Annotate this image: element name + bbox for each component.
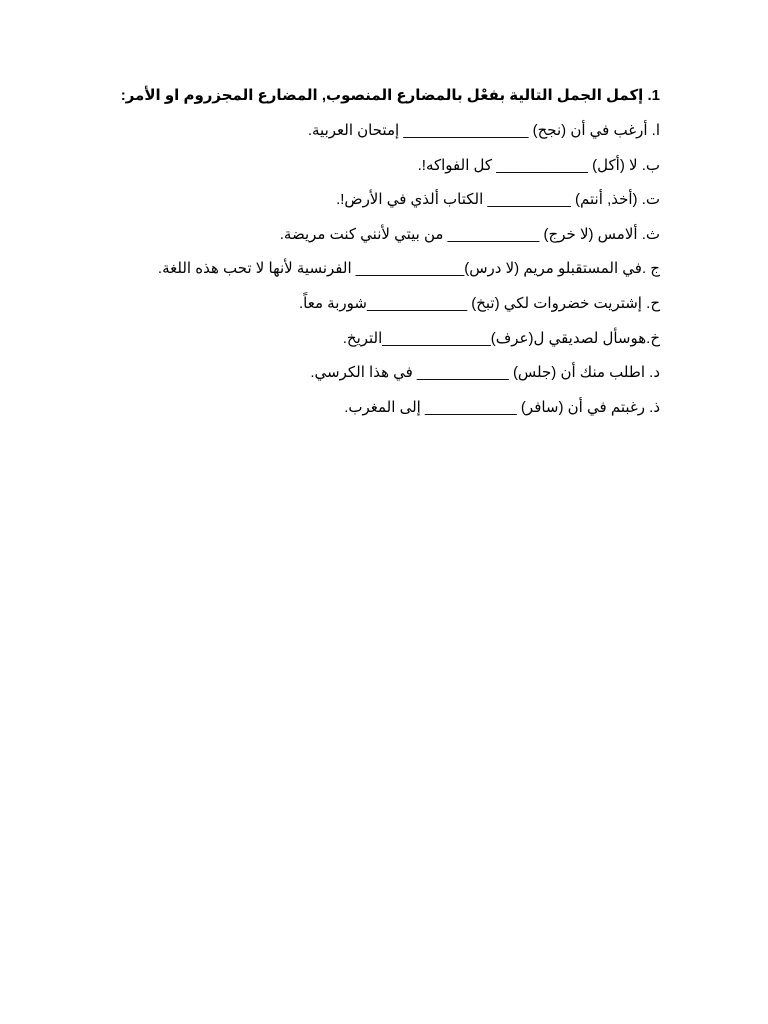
exercise-list xyxy=(60,119,660,420)
exercise-item-dal: د. اطلب منك أن (جلس) ___________ في هذا الكرسي. xyxy=(310,364,660,382)
exercise-item-tha: ث. ألامس (لا خرج) ___________ من بيتي لأنني كنت مريضة. xyxy=(279,225,660,243)
exercise-item-alif: ا. أرغب في أن (نجح) _______________ إمتحان العربية. xyxy=(307,122,660,139)
exercise-item-ha: ح. إشتريت خضروات لكي (تبخ) ____________شوربة معاً. xyxy=(298,294,660,312)
exercise-item-ba: ب. لا (أكل) ___________ كل الفواكه!. xyxy=(417,156,660,174)
exercise-item-ta: ت. (أخذ, أنتم) __________ الكتاب ألذي في الأرض!. xyxy=(336,191,660,209)
worksheet-content xyxy=(60,84,660,430)
exercise-item-jim: ج .في المستقبلو مريم (لا درس)_____________ الفرنسية لأنها لا تحب هذه اللغة. xyxy=(157,260,660,278)
exercise-item-kha: خ.هوسأل لصديقي ل(عرف)_____________التريخ. xyxy=(342,329,660,347)
exercise-item-dhal: ذ. رغبتم في أن (سافر) ___________ إلى المغرب. xyxy=(344,398,660,416)
exercise-heading: 1. إكمل الجمل التالية بفعْل بالمضارع المنصوب, المضارع المجزروم او الأمر: xyxy=(120,87,660,104)
